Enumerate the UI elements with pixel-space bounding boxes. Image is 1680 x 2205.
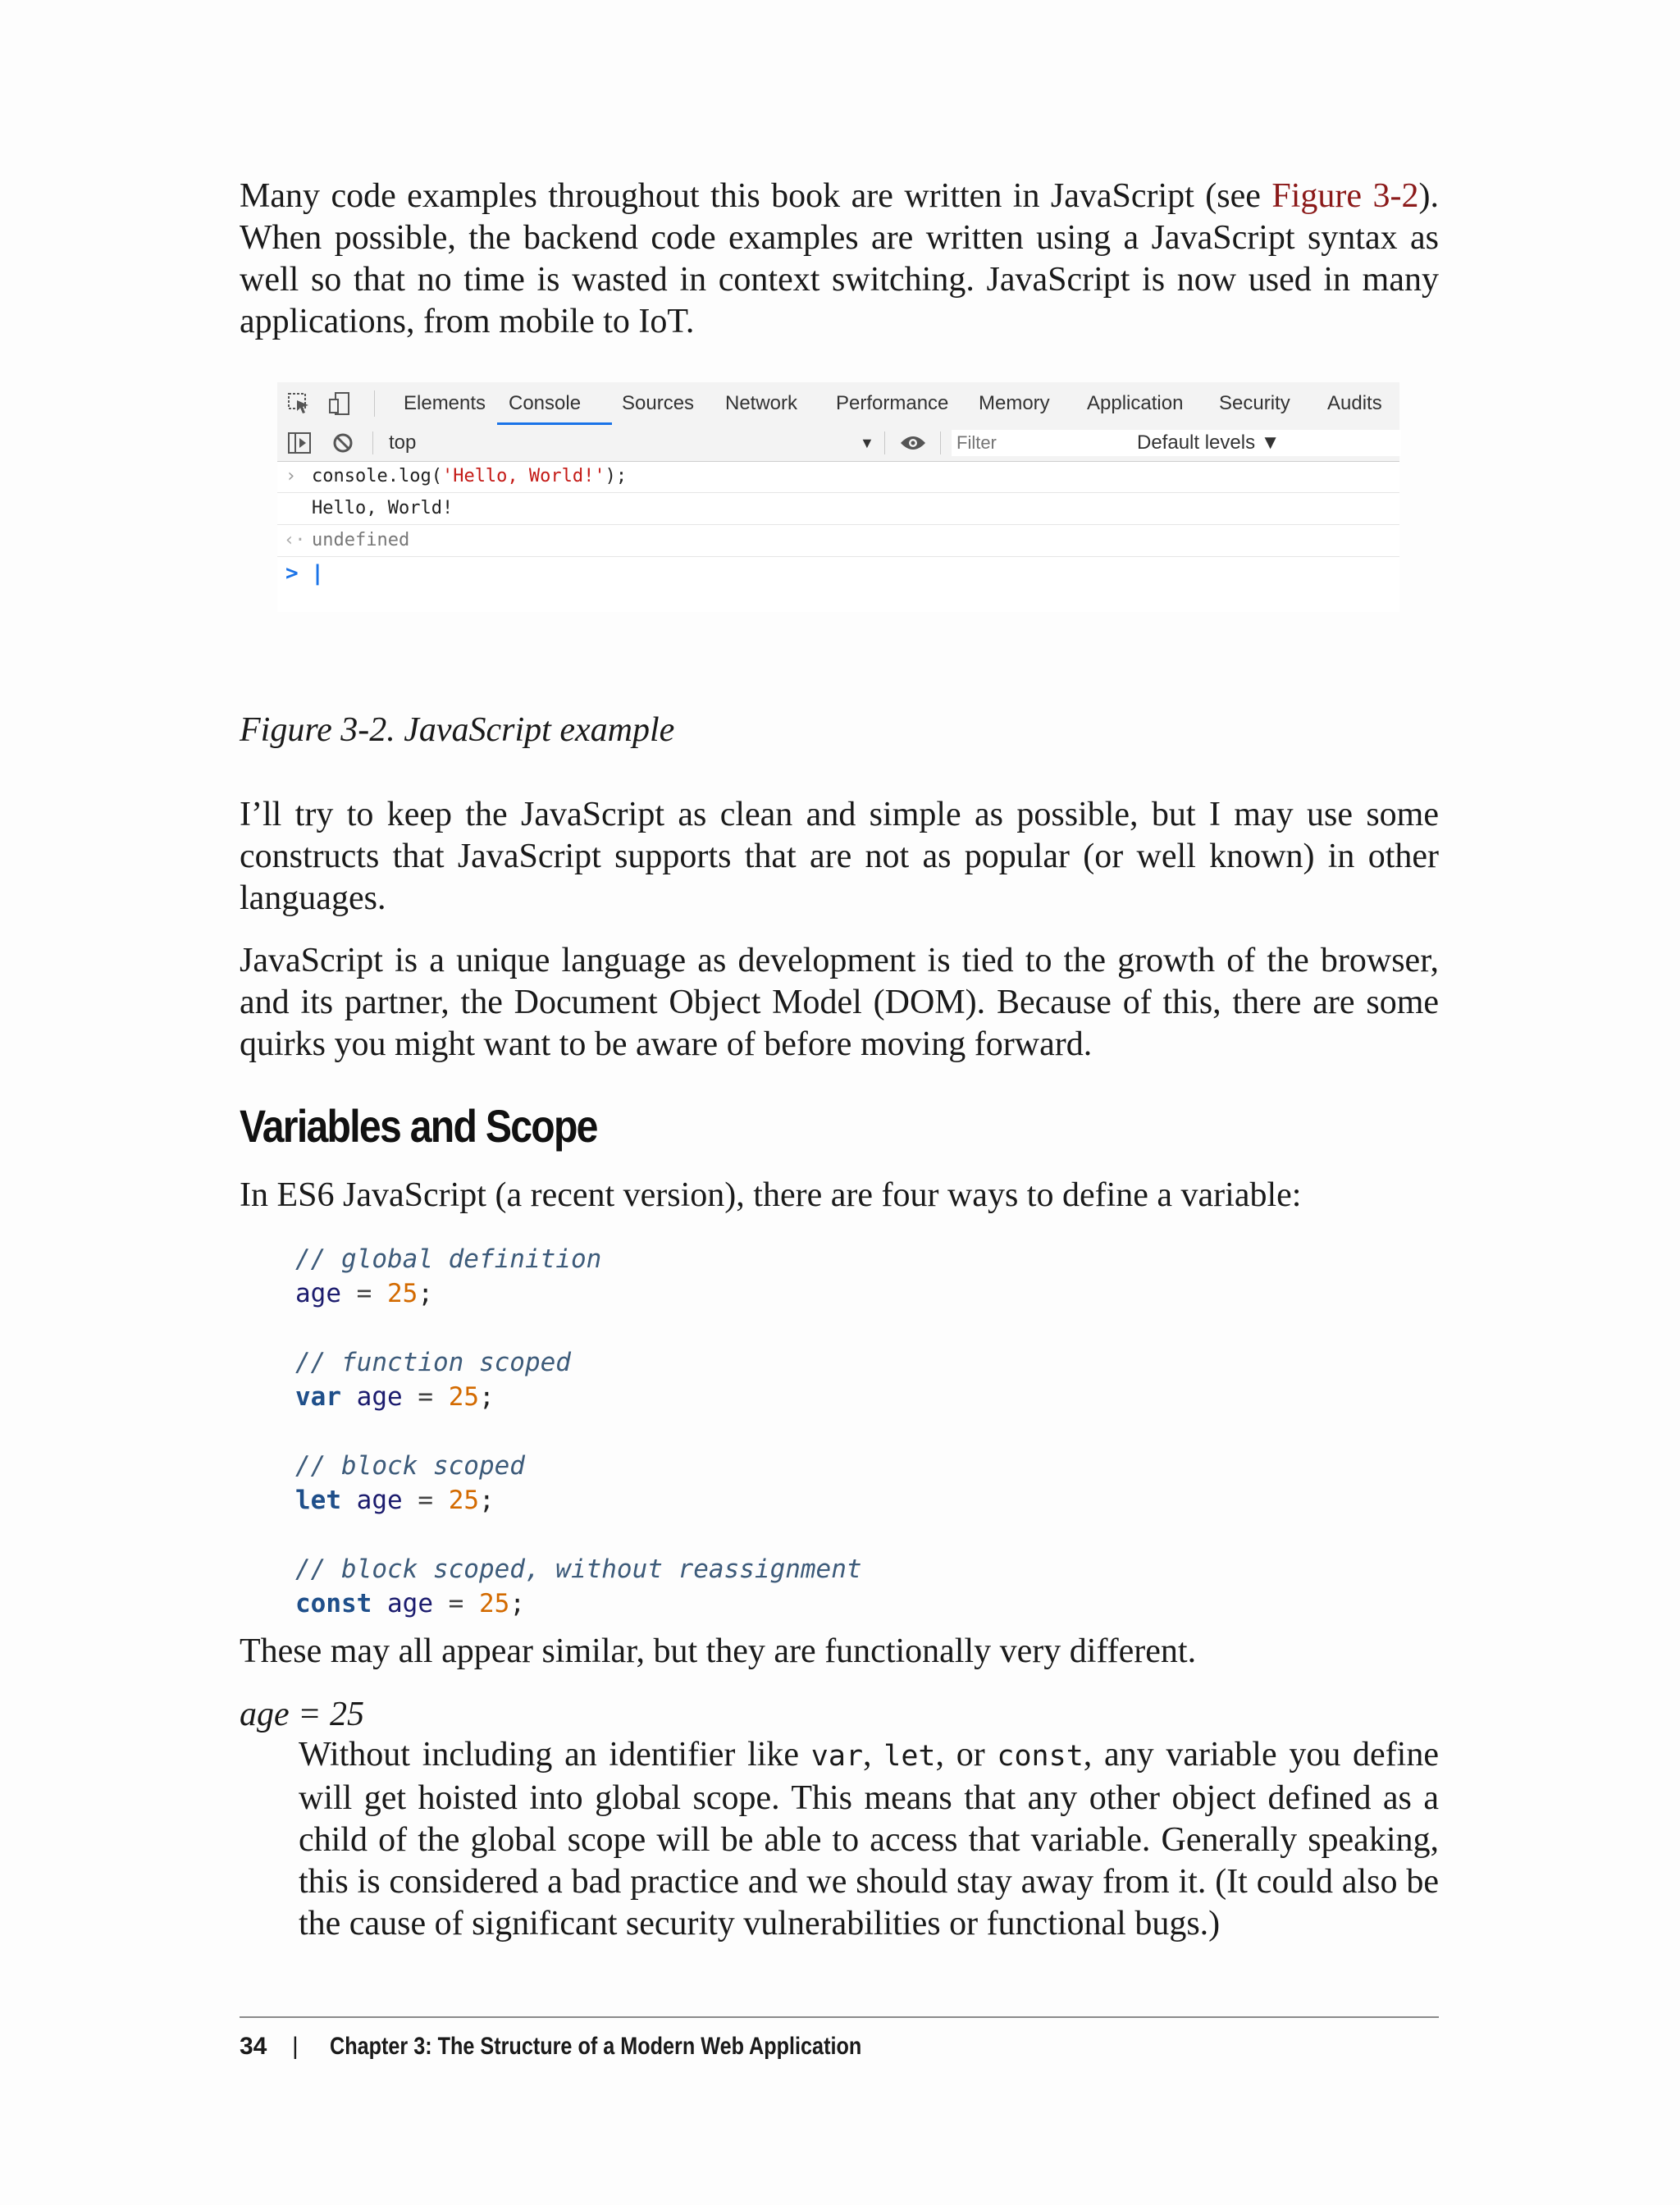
- definition-text-3: , or: [935, 1736, 998, 1774]
- console-command-end: );: [605, 466, 628, 486]
- paragraph-constructs: I’ll try to keep the JavaScript as clean and simple as possible, but I may use some constructs that JavaScript supports that are not as popular (or well known) in other languages.: [240, 796, 1439, 917]
- clear-console-icon[interactable]: [331, 431, 354, 459]
- code-keyword-var: var: [295, 1382, 341, 1412]
- code-number: 25: [448, 1486, 480, 1515]
- code-semicolon: ;: [509, 1589, 526, 1618]
- return-arrow-icon: ‹·: [284, 530, 306, 550]
- code-identifier: age: [356, 1382, 403, 1412]
- inline-code-var: var: [810, 1740, 864, 1773]
- running-footer-chapter: Chapter 3: The Structure of a Modern Web Application: [330, 2033, 862, 2060]
- console-prompt[interactable]: > |: [285, 561, 324, 586]
- definition-body: [299, 1734, 1439, 1945]
- figure-caption: Figure 3-2. JavaScript example: [240, 711, 675, 749]
- code-number: 25: [448, 1382, 480, 1412]
- code-comment-global: // global definition: [295, 1244, 602, 1274]
- tab-console[interactable]: Console: [497, 382, 612, 425]
- tab-audits[interactable]: Audits: [1327, 392, 1382, 414]
- footer-rule: [240, 2016, 1439, 2018]
- tab-elements[interactable]: Elements: [404, 392, 486, 414]
- code-keyword-const: const: [295, 1589, 372, 1618]
- footer-separator: |: [292, 2033, 299, 2060]
- figure-reference-link[interactable]: Figure 3-2: [1271, 177, 1419, 215]
- page-number: 34: [240, 2033, 267, 2060]
- code-comment-block: // block scoped: [295, 1451, 525, 1481]
- devtools-tab-bar: [277, 382, 1399, 426]
- default-levels-dropdown[interactable]: Default levels ▼: [1137, 431, 1281, 454]
- section-heading: Variables and Scope: [240, 1100, 597, 1152]
- code-identifier: age: [295, 1279, 341, 1308]
- console-return-value: undefined: [312, 530, 410, 550]
- tab-network[interactable]: Network: [725, 392, 798, 414]
- code-number: 25: [387, 1279, 418, 1308]
- tab-security[interactable]: Security: [1219, 392, 1290, 414]
- inspect-element-icon[interactable]: [287, 392, 312, 419]
- context-label: top: [389, 431, 417, 454]
- tab-sources[interactable]: Sources: [622, 392, 695, 414]
- code-operator: =: [356, 1279, 372, 1308]
- devtools-figure: [277, 382, 1399, 612]
- toolbar-divider: [374, 390, 375, 417]
- code-identifier: age: [387, 1589, 433, 1618]
- code-semicolon: ;: [418, 1279, 434, 1308]
- console-command: console.log(: [312, 466, 442, 486]
- intro-text-before: Many code examples throughout this book are written in JavaScript (see: [240, 177, 1272, 215]
- definition-term: age = 25: [240, 1696, 364, 1733]
- code-semicolon: ;: [479, 1382, 495, 1412]
- tab-memory[interactable]: Memory: [979, 392, 1050, 414]
- code-block: [295, 1242, 862, 1621]
- context-selector[interactable]: [389, 425, 881, 461]
- live-expression-eye-icon[interactable]: [899, 433, 927, 457]
- code-keyword-let: let: [295, 1486, 341, 1515]
- definition-text-4: , any variable you define will get hoisted into global scope. This means that any other object defined as a child of the global scope will be able to access that variable. Generally speaking, this is considered a bad practice and we should stay away from it. (It could also be the cause of significant security vulnerabilities or functional bugs.): [299, 1736, 1439, 1942]
- filter-divider-2: [884, 431, 885, 454]
- console-filter-bar: [277, 425, 1399, 462]
- device-toolbar-icon[interactable]: [328, 391, 353, 420]
- console-output-line: [277, 493, 1399, 525]
- paragraph-four-ways: In ES6 JavaScript (a recent version), there are four ways to define a variable:: [240, 1176, 1302, 1214]
- show-sidebar-icon[interactable]: [287, 431, 312, 459]
- code-operator: =: [418, 1486, 434, 1515]
- console-prompt-line[interactable]: [285, 558, 324, 589]
- tab-performance[interactable]: Performance: [836, 392, 949, 414]
- console-return-line: [277, 525, 1399, 557]
- code-operator: =: [418, 1382, 434, 1412]
- code-operator: =: [448, 1589, 464, 1618]
- code-semicolon: ;: [479, 1486, 495, 1515]
- console-command-string: 'Hello, World!': [441, 466, 605, 486]
- paragraph-similar: These may all appear similar, but they are functionally very different.: [240, 1632, 1197, 1670]
- console-output-text: Hello, World!: [312, 498, 454, 518]
- filter-divider-3: [940, 431, 941, 454]
- definition-text-2: ,: [863, 1736, 884, 1774]
- code-identifier: age: [356, 1486, 403, 1515]
- prompt-chevron-icon: ›: [285, 466, 297, 486]
- intro-paragraph: [240, 176, 1439, 343]
- tab-application[interactable]: Application: [1087, 392, 1184, 414]
- code-comment-function: // function scoped: [295, 1348, 571, 1377]
- inline-code-let: let: [883, 1740, 936, 1773]
- code-comment-const: // block scoped, without reassignment: [295, 1554, 862, 1584]
- filter-divider-1: [372, 431, 373, 454]
- intro-text-after: ). When possible, the backend code examples are written using a JavaScript syntax as well so that no time is wasted in context switching. JavaScript is now used in many applications, from mobile to IoT.: [240, 177, 1439, 340]
- definition-text-1: Without including an identifier like: [299, 1736, 811, 1774]
- inline-code-const: const: [997, 1740, 1084, 1773]
- paragraph-dom: JavaScript is a unique language as development is tied to the growth of the browser, and its partner, the Document Object Model (DOM). Because of this, there are some quirks you might want to be aware of before moving forward.: [240, 942, 1439, 1063]
- console-input-line: [277, 461, 1399, 493]
- code-number: 25: [479, 1589, 510, 1618]
- dropdown-arrow-icon: ▼: [860, 435, 874, 451]
